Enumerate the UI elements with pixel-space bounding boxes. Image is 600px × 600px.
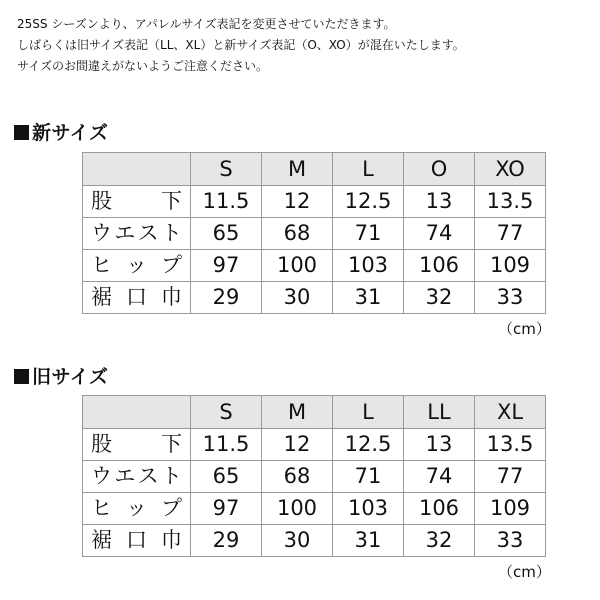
measure-cell: 32	[404, 282, 475, 314]
measure-cell: 97	[191, 493, 262, 525]
measure-cell: 97	[191, 250, 262, 282]
measure-cell: 65	[191, 218, 262, 250]
size-change-notice	[17, 14, 465, 77]
measure-cell: 74	[404, 461, 475, 493]
measure-cell: 13.5	[475, 186, 546, 218]
row-label: ウ エ ス ト	[83, 218, 191, 250]
old-size-heading	[14, 362, 108, 389]
measure-cell: 12	[262, 429, 333, 461]
header-corner-cell	[83, 153, 191, 186]
measure-cell: 74	[404, 218, 475, 250]
old-size-table	[82, 395, 546, 557]
measure-cell: 71	[333, 218, 404, 250]
old-size-title: 旧サイズ	[32, 366, 109, 388]
measure-cell: 13	[404, 429, 475, 461]
table-row	[83, 282, 546, 314]
size-header-cell: M	[262, 396, 333, 429]
measure-cell: 100	[262, 250, 333, 282]
measure-cell: 33	[475, 525, 546, 557]
measure-cell: 103	[333, 250, 404, 282]
measure-cell: 29	[191, 525, 262, 557]
measure-cell: 11.5	[191, 186, 262, 218]
size-header-cell: M	[262, 153, 333, 186]
measure-cell: 12.5	[333, 186, 404, 218]
measure-cell: 31	[333, 525, 404, 557]
unit-label: （cm）	[498, 320, 551, 338]
table-row	[83, 429, 546, 461]
size-header-cell: S	[191, 153, 262, 186]
row-label: 股 下	[83, 429, 191, 461]
measure-cell: 68	[262, 218, 333, 250]
measure-cell: 71	[333, 461, 404, 493]
notice-line: 25SS シーズンより、アパレルサイズ表記を変更させていただきます。	[17, 17, 396, 31]
measure-cell: 13.5	[475, 429, 546, 461]
measure-cell: 12	[262, 186, 333, 218]
notice-line: サイズのお間違えがないようご注意ください。	[17, 59, 269, 73]
notice-line: しばらくは旧サイズ表記（LL、XL）と新サイズ表記（O、XO）が混在いたします。	[17, 38, 465, 52]
row-label: ウ エ ス ト	[83, 461, 191, 493]
measure-cell: 30	[262, 282, 333, 314]
row-label: ヒ ッ プ	[83, 493, 191, 525]
table-row	[83, 218, 546, 250]
measure-cell: 109	[475, 250, 546, 282]
size-header-cell: LL	[404, 396, 475, 429]
measure-cell: 33	[475, 282, 546, 314]
new-size-title: 新サイズ	[32, 122, 109, 144]
measure-cell: 11.5	[191, 429, 262, 461]
measure-cell: 32	[404, 525, 475, 557]
size-header-cell: L	[333, 396, 404, 429]
square-bullet-icon	[14, 369, 29, 384]
table-row	[83, 250, 546, 282]
measure-cell: 12.5	[333, 429, 404, 461]
new-size-heading	[14, 118, 108, 145]
table-row	[83, 493, 546, 525]
measure-cell: 100	[262, 493, 333, 525]
row-label: 股 下	[83, 186, 191, 218]
size-header-cell: L	[333, 153, 404, 186]
row-label: ヒ ッ プ	[83, 250, 191, 282]
size-header-cell: S	[191, 396, 262, 429]
measure-cell: 30	[262, 525, 333, 557]
measure-cell: 103	[333, 493, 404, 525]
size-header-cell: XL	[475, 396, 546, 429]
square-bullet-icon	[14, 125, 29, 140]
table-header-row	[83, 153, 546, 186]
measure-cell: 31	[333, 282, 404, 314]
table-row	[83, 461, 546, 493]
row-label: 裾 口 巾	[83, 525, 191, 557]
measure-cell: 77	[475, 461, 546, 493]
table-row	[83, 186, 546, 218]
size-header-cell: XO	[475, 153, 546, 186]
table-header-row	[83, 396, 546, 429]
new-size-table	[82, 152, 546, 314]
measure-cell: 109	[475, 493, 546, 525]
unit-label: （cm）	[498, 563, 551, 581]
size-header-cell: O	[404, 153, 475, 186]
measure-cell: 68	[262, 461, 333, 493]
measure-cell: 13	[404, 186, 475, 218]
measure-cell: 65	[191, 461, 262, 493]
row-label: 裾 口 巾	[83, 282, 191, 314]
measure-cell: 106	[404, 250, 475, 282]
header-corner-cell	[83, 396, 191, 429]
table-row	[83, 525, 546, 557]
measure-cell: 106	[404, 493, 475, 525]
measure-cell: 77	[475, 218, 546, 250]
measure-cell: 29	[191, 282, 262, 314]
